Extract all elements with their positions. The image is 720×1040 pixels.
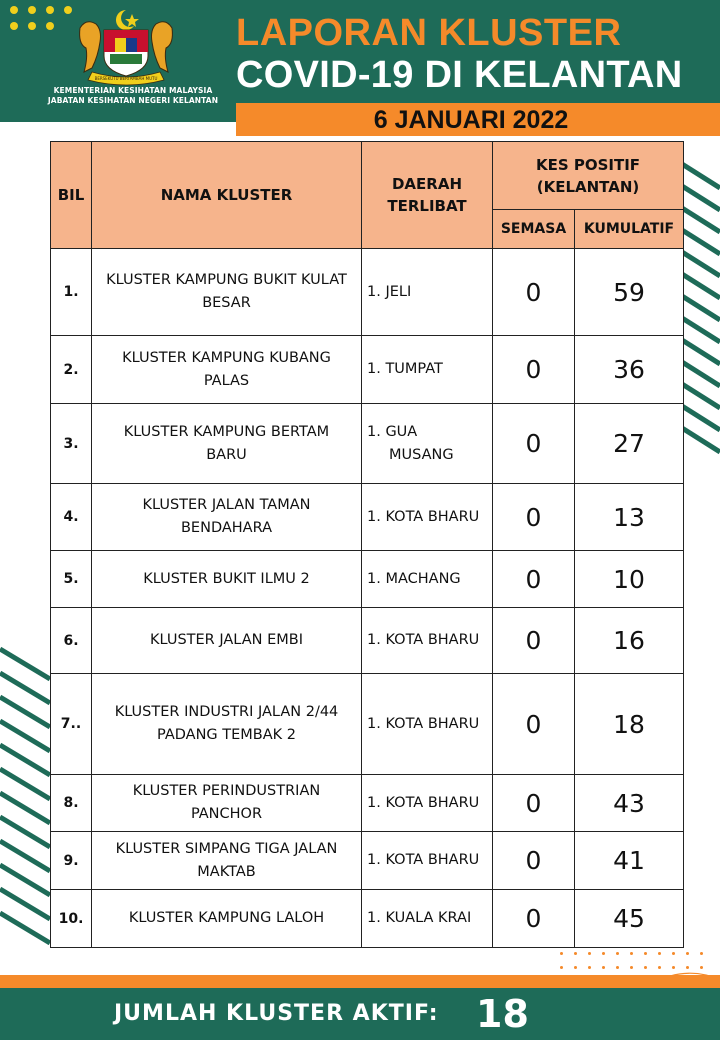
- cluster-name-line: KLUSTER INDUSTRI JALAN 2/44: [114, 704, 339, 720]
- table-row: [51, 336, 684, 404]
- emblem-motto: BERSEKUTU BERTAMBAH MUTU: [94, 76, 158, 81]
- cell-daerah: [362, 551, 493, 608]
- cluster-name-line: KLUSTER BUKIT ILMU 2: [143, 570, 310, 587]
- header-semasa: SEMASA: [493, 210, 575, 249]
- coat-of-arms-icon: [66, 8, 186, 86]
- cell-daerah: [362, 404, 493, 484]
- cell-semasa: 0: [493, 674, 575, 775]
- cell-bil: 10.: [51, 890, 92, 948]
- report-subtitle: COVID-19 DI KELANTAN: [236, 54, 683, 96]
- cell-bil: 7..: [51, 674, 92, 775]
- daerah-line: 1. KOTA BHARU: [367, 508, 480, 525]
- cell-daerah: [362, 608, 493, 674]
- cluster-name-line: PALAS: [203, 372, 250, 389]
- cluster-name-line: KLUSTER PERINDUSTRIAN: [132, 783, 321, 799]
- cluster-name-line: BARU: [206, 446, 247, 463]
- cell-semasa: 0: [493, 249, 575, 336]
- header-daerah-line-2: TERLIBAT: [387, 197, 467, 215]
- cell-daerah: [362, 890, 493, 948]
- header-kumulatif: KUMULATIF: [575, 210, 684, 249]
- cell-daerah: [362, 336, 493, 404]
- cell-kumulatif: 13: [575, 484, 684, 551]
- ministry-line-1: KEMENTERIAN KESIHATAN MALAYSIA: [53, 86, 213, 95]
- table-row: [51, 249, 684, 336]
- header-kes-positif: [493, 142, 684, 210]
- cell-bil: 9.: [51, 832, 92, 890]
- cell-nama-kluster: [92, 336, 362, 404]
- cell-kumulatif: 59: [575, 249, 684, 336]
- cell-nama-kluster: [92, 674, 362, 775]
- header-nama-kluster: NAMA KLUSTER: [92, 142, 362, 249]
- cell-kumulatif: 41: [575, 832, 684, 890]
- cell-semasa: 0: [493, 608, 575, 674]
- cluster-table: [50, 141, 684, 948]
- cell-daerah: [362, 674, 493, 775]
- cell-daerah: [362, 484, 493, 551]
- table-row: [51, 890, 684, 948]
- daerah-line: 1. TUMPAT: [367, 361, 443, 377]
- table-row: [51, 608, 684, 674]
- cell-bil: 1.: [51, 249, 92, 336]
- cluster-name-line: KLUSTER SIMPANG TIGA JALAN: [115, 840, 338, 857]
- table-row: [51, 484, 684, 551]
- cell-nama-kluster: [92, 608, 362, 674]
- cell-semasa: 0: [493, 775, 575, 832]
- cluster-name-line: KLUSTER KAMPUNG KUBANG: [122, 349, 331, 366]
- daerah-line: 1. JELI: [367, 283, 412, 300]
- cluster-name-line: BESAR: [202, 295, 251, 311]
- active-cluster-count: 18: [476, 992, 529, 1036]
- header-daerah-line-1: DAERAH: [391, 175, 463, 193]
- daerah-line: 1. MACHANG: [367, 570, 461, 587]
- cell-nama-kluster: [92, 890, 362, 948]
- cell-daerah: [362, 832, 493, 890]
- cell-kumulatif: 36: [575, 336, 684, 404]
- cell-kumulatif: 27: [575, 404, 684, 484]
- cell-kumulatif: 16: [575, 608, 684, 674]
- cell-semasa: 0: [493, 484, 575, 551]
- cluster-name-line: KLUSTER KAMPUNG LALOH: [128, 910, 325, 926]
- table-row: [51, 674, 684, 775]
- decorative-stripes-left: [0, 645, 50, 945]
- cluster-name-line: PANCHOR: [190, 806, 263, 822]
- cluster-name-line: MAKTAB: [197, 863, 256, 880]
- header-daerah-terlibat: [362, 142, 493, 249]
- cell-daerah: [362, 249, 493, 336]
- cell-daerah: [362, 775, 493, 832]
- cell-kumulatif: 18: [575, 674, 684, 775]
- cluster-name-line: BENDAHARA: [180, 520, 272, 536]
- cell-nama-kluster: [92, 832, 362, 890]
- cell-bil: 6.: [51, 608, 92, 674]
- cell-nama-kluster: [92, 551, 362, 608]
- cluster-name-line: KLUSTER JALAN EMBI: [149, 632, 303, 648]
- date-bar: [236, 103, 720, 136]
- active-cluster-label: JUMLAH KLUSTER AKTIF:: [114, 1001, 439, 1026]
- cell-nama-kluster: [92, 249, 362, 336]
- decorative-stripes-right: [680, 160, 720, 460]
- header-kes-line-2: (KELANTAN): [536, 177, 640, 196]
- cell-semasa: 0: [493, 832, 575, 890]
- cell-nama-kluster: [92, 775, 362, 832]
- daerah-line: 1. KOTA BHARU: [367, 794, 480, 811]
- cell-bil: 4.: [51, 484, 92, 551]
- table-row: [51, 551, 684, 608]
- cell-kumulatif: 10: [575, 551, 684, 608]
- cluster-name-line: PADANG TEMBAK 2: [157, 727, 296, 743]
- cell-bil: 8.: [51, 775, 92, 832]
- table-row: [51, 775, 684, 832]
- cluster-name-line: KLUSTER JALAN TAMAN: [142, 497, 311, 513]
- daerah-line: MUSANG: [389, 446, 454, 463]
- daerah-line: 1. KOTA BHARU: [367, 715, 480, 732]
- cell-bil: 5.: [51, 551, 92, 608]
- ministry-line-2: JABATAN KESIHATAN NEGERI KELANTAN: [47, 96, 219, 105]
- cluster-name-line: KLUSTER KAMPUNG BUKIT KULAT: [106, 272, 347, 288]
- cell-nama-kluster: [92, 484, 362, 551]
- cluster-name-line: KLUSTER KAMPUNG BERTAM: [123, 423, 330, 440]
- daerah-line: 1. KOTA BHARU: [367, 632, 480, 648]
- cell-bil: 3.: [51, 404, 92, 484]
- footer-orange-band: [0, 975, 720, 988]
- cell-nama-kluster: [92, 404, 362, 484]
- daerah-line: 1. KUALA KRAI: [367, 910, 472, 926]
- cell-kumulatif: 43: [575, 775, 684, 832]
- cell-bil: 2.: [51, 336, 92, 404]
- daerah-line: 1. GUA: [367, 423, 418, 440]
- cell-semasa: 0: [493, 336, 575, 404]
- header-kes-line-1: KES POSITIF: [535, 155, 641, 174]
- table-row: [51, 832, 684, 890]
- report-date: 6 JANUARI 2022: [373, 106, 569, 134]
- ministry-name: [38, 86, 228, 106]
- cell-semasa: 0: [493, 890, 575, 948]
- cell-semasa: 0: [493, 404, 575, 484]
- header-bil: BIL: [51, 142, 92, 249]
- report-title: LAPORAN KLUSTER: [236, 12, 622, 54]
- cell-kumulatif: 45: [575, 890, 684, 948]
- cell-semasa: 0: [493, 551, 575, 608]
- table-row: [51, 404, 684, 484]
- daerah-line: 1. KOTA BHARU: [367, 852, 480, 868]
